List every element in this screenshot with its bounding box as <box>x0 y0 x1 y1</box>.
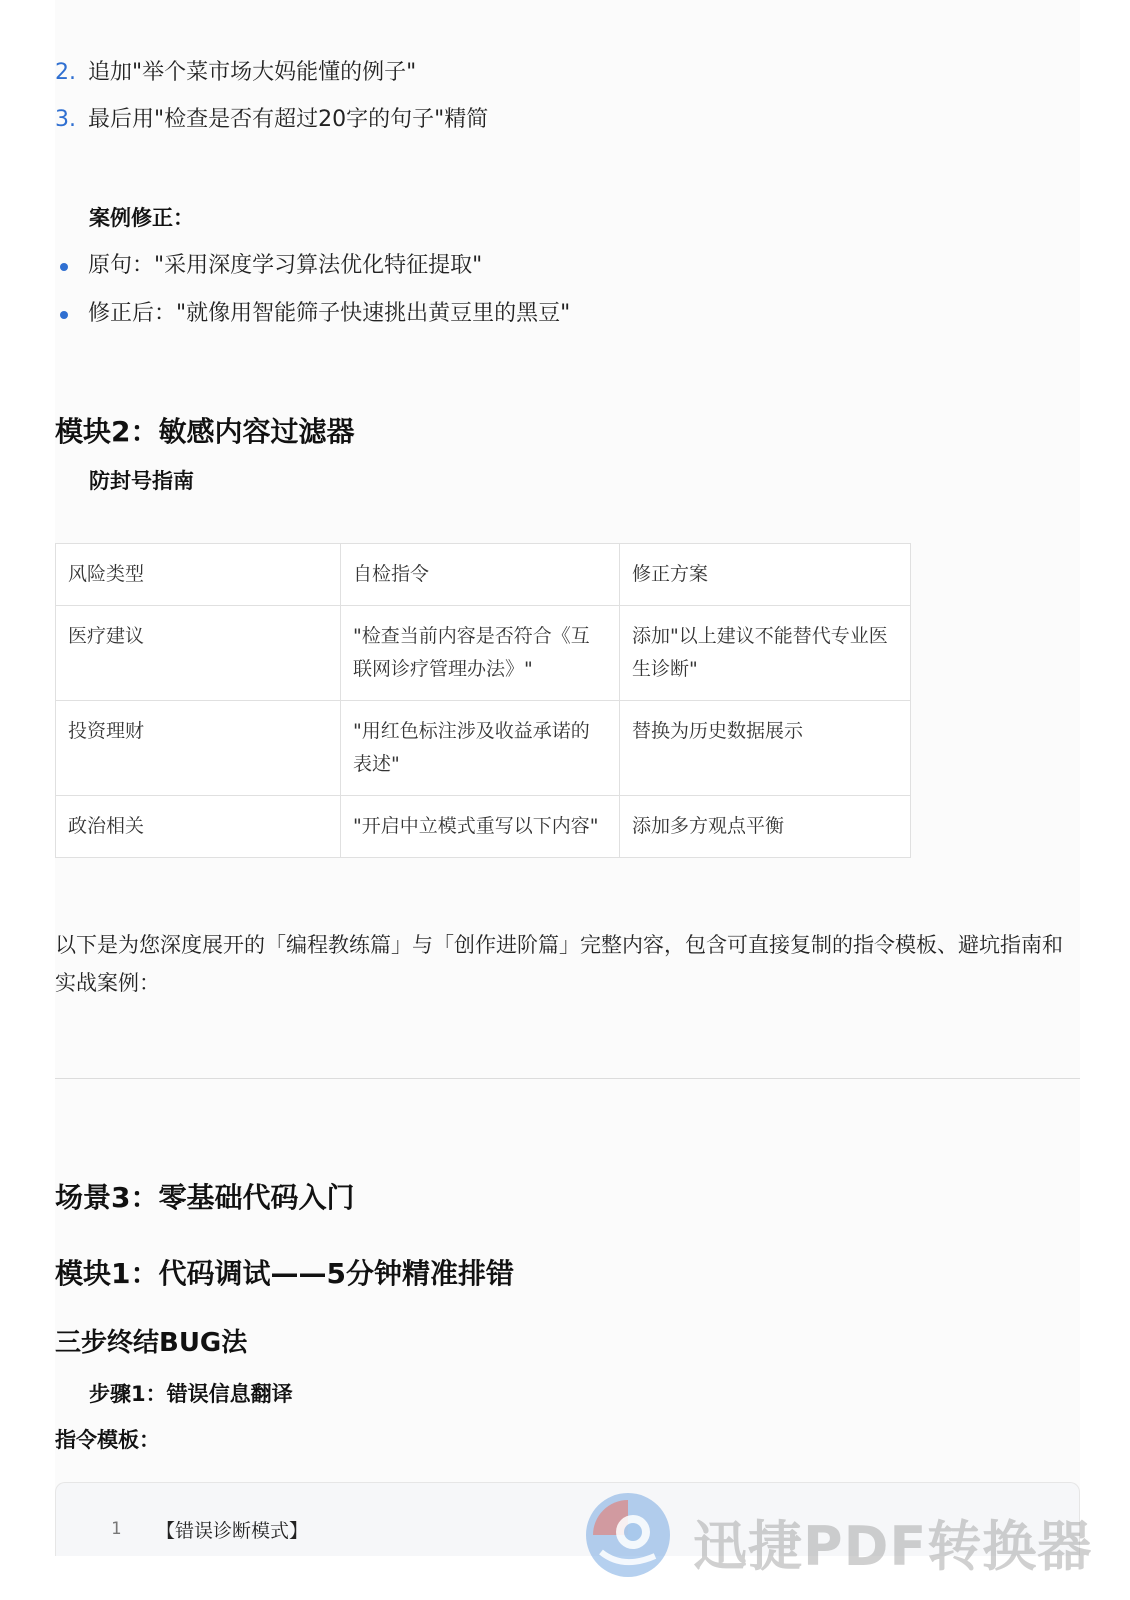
bullet-icon <box>60 263 68 271</box>
divider <box>55 1078 1080 1079</box>
table-row <box>56 796 911 858</box>
table-header-cell: 修正方案 <box>620 544 911 606</box>
table-cell: 替换为历史数据展示 <box>620 701 911 796</box>
bullet-text: 原句："采用深度学习算法优化特征提取" <box>88 253 483 278</box>
case-fix-label: 案例修正： <box>89 206 194 230</box>
table-cell: "用红色标注涉及收益承诺的表述" <box>341 701 620 796</box>
watermark <box>583 1488 1103 1588</box>
module2-subtitle: 防封号指南 <box>89 469 194 493</box>
method-heading: 三步终结BUG法 <box>55 1328 248 1358</box>
code-line-text: 【错误诊断模式】 <box>156 1520 309 1542</box>
list-item-text: 最后用"检查是否有超过20字的句子"精简 <box>88 107 489 132</box>
table-row <box>56 701 911 796</box>
table-cell: "检查当前内容是否符合《互联网诊疗管理办法》" <box>341 606 620 701</box>
list-number: 2. <box>55 60 76 85</box>
table-header-cell: 自检指令 <box>341 544 620 606</box>
risk-table <box>55 543 911 858</box>
code-line-number: 1 <box>111 1519 122 1539</box>
list-number: 3. <box>55 107 76 132</box>
list-item-text: 追加"举个菜市场大妈能懂的例子" <box>88 60 417 85</box>
module1-heading: 模块1：代码调试——5分钟精准排错 <box>55 1257 514 1290</box>
xunjie-logo-icon <box>583 1490 673 1580</box>
table-cell: 添加"以上建议不能替代专业医生诊断" <box>620 606 911 701</box>
table-cell: "开启中立模式重写以下内容" <box>341 796 620 858</box>
table-header-row <box>56 544 911 606</box>
bullet-icon <box>60 311 68 319</box>
watermark-text: 迅捷PDF转换器 <box>693 1515 1093 1578</box>
table-header-cell: 风险类型 <box>56 544 341 606</box>
table-cell: 医疗建议 <box>56 606 341 701</box>
table-cell: 政治相关 <box>56 796 341 858</box>
table-cell: 添加多方观点平衡 <box>620 796 911 858</box>
scene3-heading: 场景3：零基础代码入门 <box>55 1181 355 1214</box>
table-cell: 投资理财 <box>56 701 341 796</box>
module2-heading: 模块2：敏感内容过滤器 <box>55 415 355 448</box>
bullet-text: 修正后："就像用智能筛子快速挑出黄豆里的黑豆" <box>88 301 571 326</box>
table-row <box>56 606 911 701</box>
intro-paragraph: 以下是为您深度展开的「编程教练篇」与「创作进阶篇」完整内容，包含可直接复制的指令模板、避坑指南和实战案例： <box>55 933 1063 995</box>
step1-label: 步骤1：错误信息翻译 <box>89 1382 293 1406</box>
template-label: 指令模板： <box>55 1428 160 1452</box>
